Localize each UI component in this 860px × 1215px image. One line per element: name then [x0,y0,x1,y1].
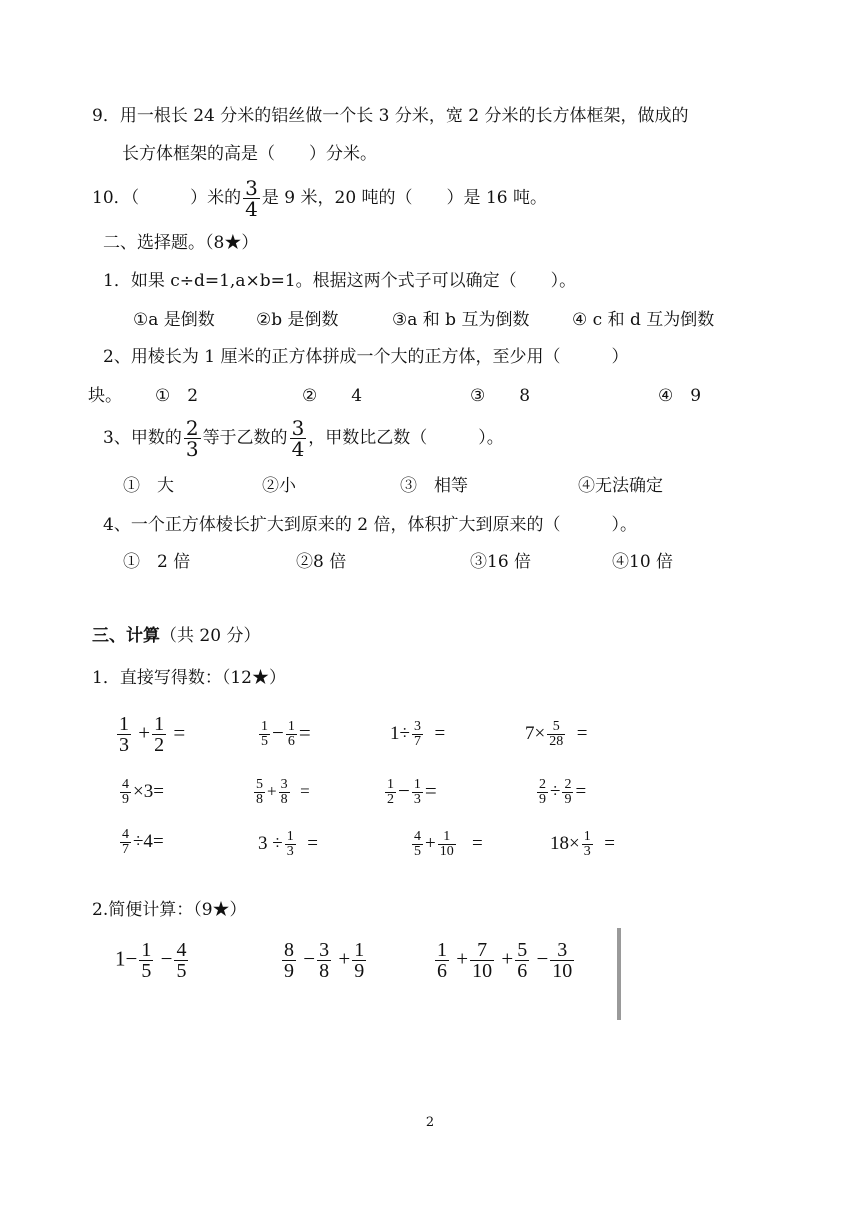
numerator: 1 [387,777,394,792]
denominator: 4 [291,437,305,461]
equals: = [173,720,186,745]
numerator: 3 [319,939,330,961]
denominator: 10 [552,960,573,982]
numerator: 2 [564,777,572,792]
choice-q1-option-2: ②b 是倒数 [256,310,339,330]
choice-q3-stem [103,418,504,459]
calc-r1-2 [257,720,311,749]
simple-calc-1 [115,940,190,981]
calc-r3-1 [118,828,164,857]
numerator: 1 [286,829,294,844]
equals: = [471,832,483,854]
denominator: 5 [261,734,268,749]
choice-q1-option-4: ④ c 和 d 互为倒数 [572,310,715,330]
equals: = [575,780,587,802]
operator: + [425,832,436,854]
choice-q3-option-1: ① 大 [123,476,174,496]
prefix: 1− [115,946,138,971]
section-3-title-main: 三、计算 [92,626,160,646]
calc-r1-3 [390,720,445,749]
numerator: 4 [122,827,129,842]
numerator: 2 [185,416,199,440]
denominator: 28 [549,734,564,749]
denominator: 6 [287,734,295,749]
choice-q3-option-4: ④无法确定 [578,476,663,496]
operator: − [536,946,549,971]
equals: = [298,720,311,745]
numerator: 5 [517,939,528,961]
calc-r1-1 [115,714,185,755]
denominator: 2 [387,792,394,807]
operator: ÷ [550,780,561,802]
q10-fraction [243,178,260,219]
choice-q4-option-3: ③16 倍 [470,552,532,572]
denominator: 4 [245,197,258,221]
vertical-divider [617,928,621,1020]
denominator: 7 [122,842,129,857]
choice-q1-stem: 1．如果 c÷d=1,a×b=1。根据这两个式子可以确定（ ）。 [103,271,577,291]
choice-q3-option-2: ②小 [262,476,296,496]
numerator: 1 [438,830,456,845]
calc-r3-3 [410,830,483,859]
numerator: 1 [583,829,591,844]
calc-r2-3 [383,778,437,807]
equals: = [153,780,164,802]
calc-r2-1 [118,778,164,807]
denominator: 3 [286,844,294,859]
numerator: 1 [119,713,129,735]
equals: = [576,722,588,744]
q10-post: 是 9 米，20 吨的（ ）是 16 吨。 [261,188,547,208]
prefix: 3 ÷ [258,832,283,854]
prefix: 7× [525,722,546,744]
numerator: 4 [414,829,421,844]
operator: + [338,946,351,971]
numerator: 1 [141,939,152,961]
denominator: 3 [119,734,129,756]
choice-q1-option-1: ①a 是倒数 [133,310,215,330]
denominator: 5 [141,960,152,982]
denominator: 3 [583,844,591,859]
choice-q1-option-3: ③a 和 b 互为倒数 [392,310,530,330]
operator: − [272,720,284,745]
q3-post: ，甲数比乙数（ ）。 [308,428,504,448]
numerator: 5 [256,777,263,792]
equals: = [307,832,318,854]
numerator: 4 [176,939,187,961]
prefix: 1÷ [390,722,410,744]
denominator: 3 [413,792,421,807]
numerator: 4 [122,777,129,792]
q3-pre: 3、甲数的 [103,428,182,448]
operator: + [267,781,277,801]
numerator: 3 [245,176,258,200]
numerator: 1 [437,939,447,961]
numerator: 3 [280,777,288,792]
denominator: 5 [414,844,421,859]
denominator: 8 [256,792,263,807]
choice-q2-option-4: ④ 9 [658,386,702,406]
denominator: 7 [413,734,421,749]
choice-q2-option-3: ③ 8 [470,386,531,406]
q3-mid: 等于乙数的 [202,428,288,448]
q9-line2: 长方体框架的高是（ ）分米。 [122,144,377,164]
denominator: 6 [437,960,447,982]
calc-r3-2 [258,830,318,859]
equals: = [300,781,310,801]
operator: + [456,946,469,971]
numerator: 5 [547,720,565,735]
section-3-title-note: （共 20 分） [160,626,261,646]
numerator: 1 [354,939,365,961]
operator: − [160,946,173,971]
operator: − [398,778,410,803]
denominator: 9 [122,792,129,807]
equals: = [424,778,437,803]
numerator: 1 [154,713,165,735]
direct-calc-heading: 1．直接写得数：（12★） [92,668,286,688]
simple-calc-2 [280,940,368,981]
prefix: 18× [550,832,580,854]
numerator: 7 [470,940,494,961]
numerator: 3 [291,416,305,440]
choice-q3-option-3: ③ 相等 [400,476,468,496]
suffix: ×3 [133,780,154,802]
numerator: 8 [284,939,294,961]
q3-fraction-2 [290,418,307,459]
page-number: 2 [425,1115,435,1130]
denominator: 8 [280,792,288,807]
calc-r2-2 [252,778,310,807]
numerator: 3 [550,940,574,961]
equals: = [604,832,615,854]
numerator: 1 [413,777,421,792]
q10 [92,178,547,219]
denominator: 9 [284,960,294,982]
equals: = [152,830,164,852]
denominator: 9 [564,792,572,807]
numerator: 1 [261,719,268,734]
equals: = [434,722,446,744]
choice-q2-tail: 块。 [88,386,122,406]
section-3-title [92,626,260,646]
choice-q2-stem: 2、用棱长为 1 厘米的正方体拼成一个大的正方体，至少用（ ） [103,347,629,367]
choice-q4-option-1: ① 2 倍 [123,552,191,572]
denominator: 5 [176,960,187,982]
calc-r1-4 [525,720,587,749]
denominator: 10 [439,844,454,859]
denominator: 10 [472,960,493,982]
q9-line1: 9．用一根长 24 分米的铝丝做一个长 3 分米，宽 2 分米的长方体框架，做成的 [92,106,689,126]
choice-q2-option-2: ② 4 [302,386,363,406]
section-2-title: 二、选择题。（8★） [103,233,259,253]
operator: + [501,946,514,971]
denominator: 2 [154,734,165,756]
suffix: ÷4 [133,830,153,852]
operator: + [138,720,151,745]
calc-r3-4 [550,830,615,859]
calc-r2-4 [535,778,586,807]
choice-q4-stem: 4、一个正方体棱长扩大到原来的 2 倍，体积扩大到原来的（ ）。 [103,515,637,535]
simplified-calc-heading: 2.简便计算：（9★） [92,900,247,920]
operator: − [303,946,316,971]
simple-calc-3 [433,940,576,981]
denominator: 3 [185,437,199,461]
numerator: 3 [413,719,421,734]
choice-q2-option-1: ① 2 [155,386,199,406]
choice-q4-option-4: ④10 倍 [612,552,674,572]
denominator: 9 [354,960,365,982]
q3-fraction-1 [184,418,201,459]
denominator: 6 [517,960,528,982]
numerator: 2 [539,777,546,792]
numerator: 1 [287,719,295,734]
q10-pre: 10．（ ）米的 [92,188,242,208]
denominator: 9 [539,792,546,807]
choice-q4-option-2: ②8 倍 [296,552,347,572]
denominator: 8 [319,960,330,982]
